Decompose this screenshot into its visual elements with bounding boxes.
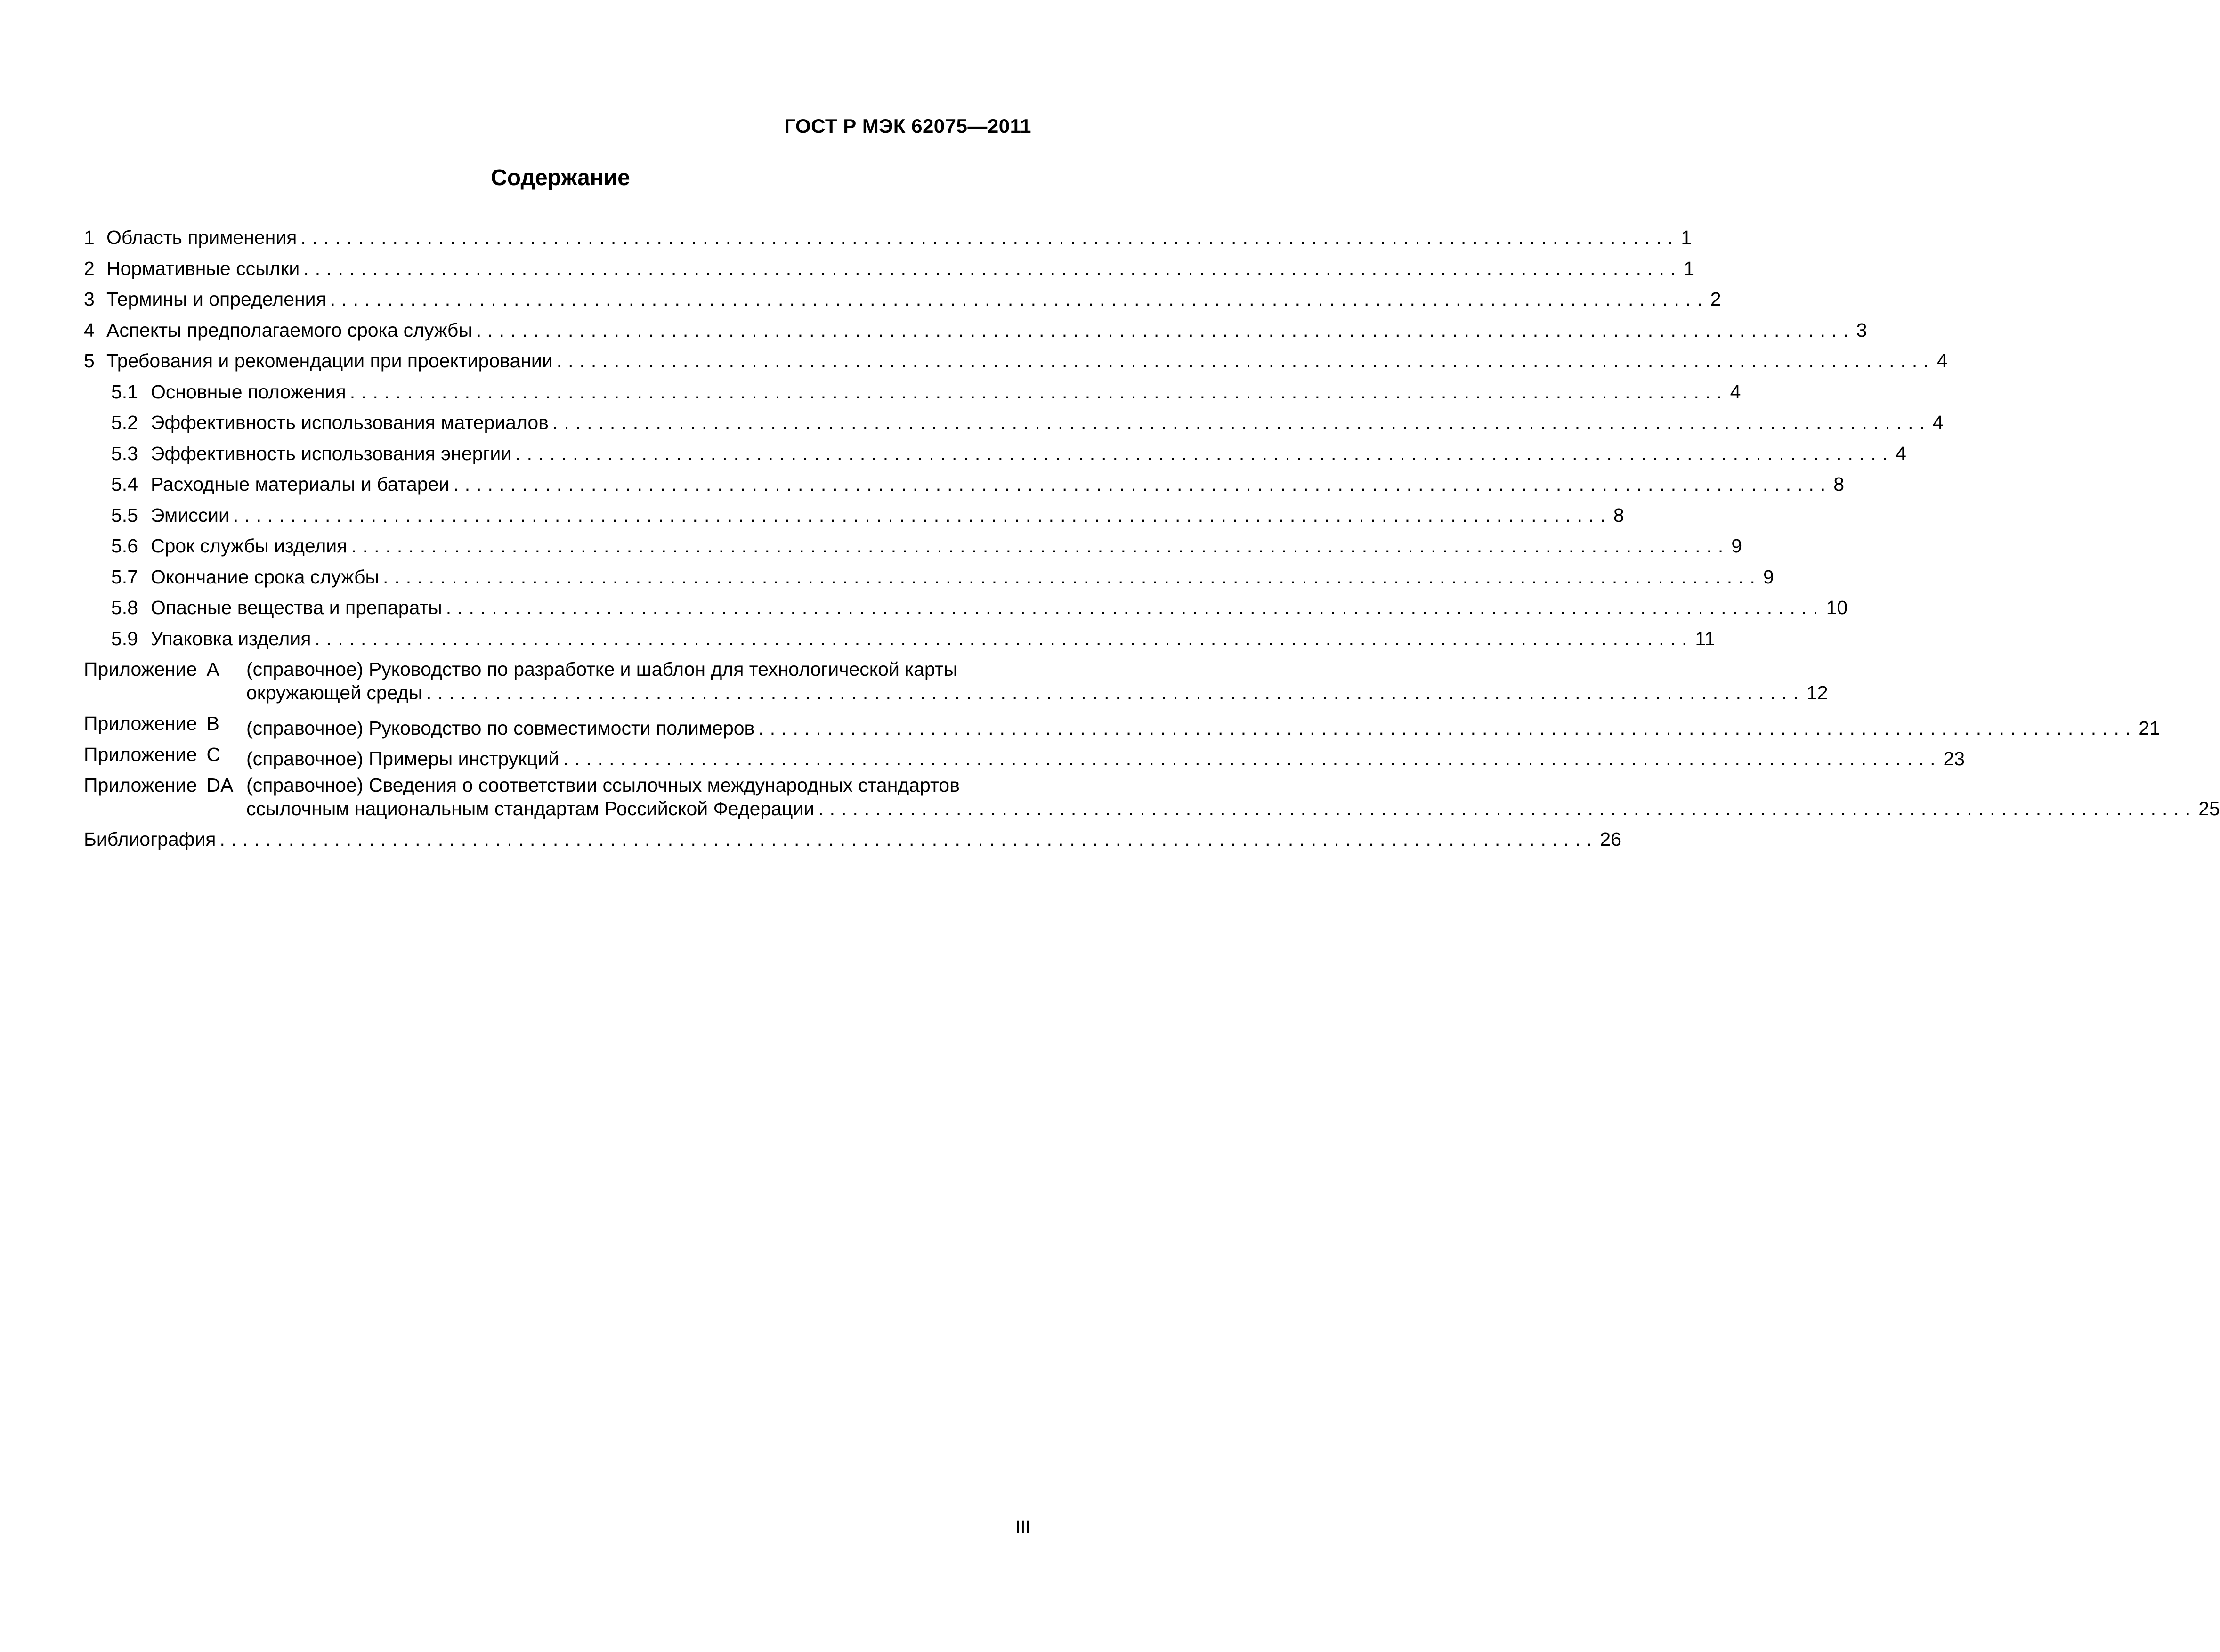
dot-leader: ........................................................................................................................	[818, 798, 2197, 819]
toc-entry-label: Требования и рекомендации при проектировании	[106, 350, 553, 372]
toc-entry-page: 21	[2139, 717, 2160, 739]
appendix-title-line2: окружающей среды	[246, 682, 422, 704]
toc-entry-number: 5.6	[111, 535, 138, 557]
appendix-letter: DA	[206, 774, 234, 796]
dot-leader: ........................................................................................................................	[315, 627, 1693, 649]
toc-entry-page: 11	[1695, 627, 1715, 649]
toc-entry-label: Библиография	[84, 828, 216, 850]
toc-entry-label: Срок службы изделия	[151, 535, 348, 557]
appendix-word: Приложение	[84, 743, 197, 765]
dot-leader: ........................................................................................................................	[383, 566, 1761, 588]
toc-entry-page: 26	[1600, 828, 1622, 850]
dot-leader: ........................................................................................................................	[303, 257, 1682, 279]
toc-entry-label: Термины и определения	[106, 288, 326, 310]
appendix-title: (справочное) Руководство по совместимости полимеров	[246, 717, 755, 739]
toc-entry-number: 5.7	[111, 566, 138, 588]
toc-entry-page: 9	[1731, 535, 1742, 557]
dot-leader: ........................................................................................................................	[330, 288, 1709, 310]
toc-entry-label: Аспекты предполагаемого срока службы	[106, 319, 472, 341]
toc-entry-number: 5.3	[111, 442, 138, 464]
toc-entry-page: 2	[1710, 288, 1721, 310]
toc-entry-number: 5.9	[111, 627, 138, 649]
dot-leader: ........................................................................................................................	[552, 412, 1931, 433]
toc-entry[interactable]	[84, 346, 1948, 377]
toc-subentry[interactable]	[84, 469, 1845, 500]
appendix-title: (справочное) Примеры инструкций	[246, 748, 559, 769]
toc-entry-number: 5.2	[111, 412, 138, 433]
appendix-title-line2: ссылочным национальным стандартам Российской Федерации	[246, 798, 815, 819]
toc-entry-label: Область применения	[106, 227, 297, 248]
toc-entry-page: 23	[1943, 748, 1965, 769]
toc-entry-number: 5.4	[111, 473, 138, 495]
toc-entry-page: 3	[1856, 319, 1867, 341]
toc-entry-number: 5.8	[111, 597, 138, 618]
dot-leader: ........................................................................................................................	[219, 828, 1598, 850]
toc-entry-label: Эффективность использования материалов	[151, 412, 549, 433]
toc-appendix-da[interactable]	[84, 770, 2220, 824]
toc-entry-label: Окончание срока службы	[151, 566, 379, 588]
dot-leader: ........................................................................................................................	[426, 682, 1805, 704]
toc-entry[interactable]	[84, 315, 1867, 346]
toc-entry-page: 9	[1763, 566, 1774, 588]
dot-leader: ........................................................................................................................	[556, 350, 1935, 372]
appendix-body	[246, 739, 1965, 770]
document-code: ГОСТ Р МЭК 62075—2011	[784, 115, 1031, 137]
dot-leader: ........................................................................................................................	[758, 717, 2137, 739]
toc-subentry[interactable]	[84, 531, 1742, 562]
toc-subentry[interactable]	[84, 562, 1774, 593]
dot-leader: ........................................................................................................................	[453, 473, 1832, 495]
toc-entry-label: Эффективность использования энергии	[151, 442, 512, 464]
toc-entry-page: 4	[1730, 381, 1741, 403]
toc-subentry[interactable]	[84, 377, 1741, 408]
toc-entry-number: 5	[84, 350, 95, 372]
toc-subentry[interactable]	[84, 407, 1944, 438]
dot-leader: ........................................................................................................................	[300, 227, 1679, 248]
appendix-letter: C	[206, 743, 221, 765]
dot-leader: ........................................................................................................................	[446, 597, 1824, 618]
toc-entry-page: 1	[1684, 257, 1695, 279]
table-of-contents	[84, 222, 2220, 855]
appendix-letter: A	[206, 658, 219, 680]
toc-entry-label: Эмиссии	[151, 504, 229, 526]
toc-entry[interactable]	[84, 253, 1695, 284]
appendix-title-line1: (справочное) Сведения о соответствии ссылочных международных стандартов	[246, 774, 960, 796]
dot-leader: ........................................................................................................................	[476, 319, 1855, 341]
appendix-letter: B	[206, 713, 219, 734]
toc-entry-label: Опасные вещества и препараты	[151, 597, 442, 618]
toc-entry-page: 8	[1833, 473, 1845, 495]
toc-bibliography[interactable]	[84, 824, 1622, 855]
toc-entry-label: Расходные материалы и батареи	[151, 473, 450, 495]
toc-subentry[interactable]	[84, 592, 1848, 624]
toc-entry[interactable]	[84, 284, 1721, 315]
appendix-word: Приложение	[84, 774, 197, 796]
dot-leader: ........................................................................................................................	[349, 381, 1728, 403]
toc-entry-number: 3	[84, 288, 95, 310]
toc-appendix-c[interactable]	[84, 739, 1965, 770]
toc-entry-page: 4	[1932, 412, 1944, 433]
toc-entry-page: 4	[1896, 442, 1906, 464]
dot-leader: ........................................................................................................................	[233, 504, 1612, 526]
toc-entry-number: 1	[84, 227, 95, 248]
toc-entry-page: 12	[1806, 682, 1828, 704]
toc-entry-label: Нормативные ссылки	[106, 257, 300, 279]
appendix-body	[246, 654, 1828, 707]
appendix-body	[246, 770, 2220, 823]
dot-leader: ........................................................................................................................	[563, 748, 1942, 769]
toc-entry-page: 1	[1681, 227, 1692, 248]
appendix-title-line1: (справочное) Руководство по разработке и шаблон для технологической карты	[246, 658, 958, 680]
appendix-word: Приложение	[84, 658, 197, 680]
toc-entry-number: 2	[84, 257, 95, 279]
toc-entry-label: Упаковка изделия	[151, 627, 311, 649]
appendix-prefix	[84, 770, 233, 801]
appendix-body	[246, 708, 2160, 739]
dot-leader: ........................................................................................................................	[515, 442, 1894, 464]
page-title: Содержание	[491, 165, 630, 190]
toc-subentry[interactable]	[84, 500, 1624, 531]
toc-entry-page: 10	[1826, 597, 1848, 618]
toc-subentry[interactable]	[84, 438, 1906, 470]
dot-leader: ........................................................................................................................	[351, 535, 1730, 557]
toc-appendix-b[interactable]	[84, 708, 2160, 739]
toc-entry-number: 5.1	[111, 381, 138, 403]
appendix-prefix	[84, 708, 219, 739]
page-number: III	[1015, 1517, 1030, 1537]
toc-appendix-a[interactable]	[84, 654, 1828, 708]
toc-entry-number: 5.5	[111, 504, 138, 526]
appendix-word: Приложение	[84, 713, 197, 734]
toc-entry-page: 25	[2198, 798, 2220, 819]
toc-entry-label: Основные положения	[151, 381, 346, 403]
appendix-prefix	[84, 654, 219, 685]
toc-entry-page: 4	[1936, 350, 1948, 372]
toc-entry-page: 8	[1613, 504, 1624, 526]
toc-entry[interactable]	[84, 222, 1692, 253]
toc-entry-number: 4	[84, 319, 95, 341]
appendix-prefix	[84, 739, 220, 770]
toc-subentry[interactable]	[84, 624, 1715, 655]
